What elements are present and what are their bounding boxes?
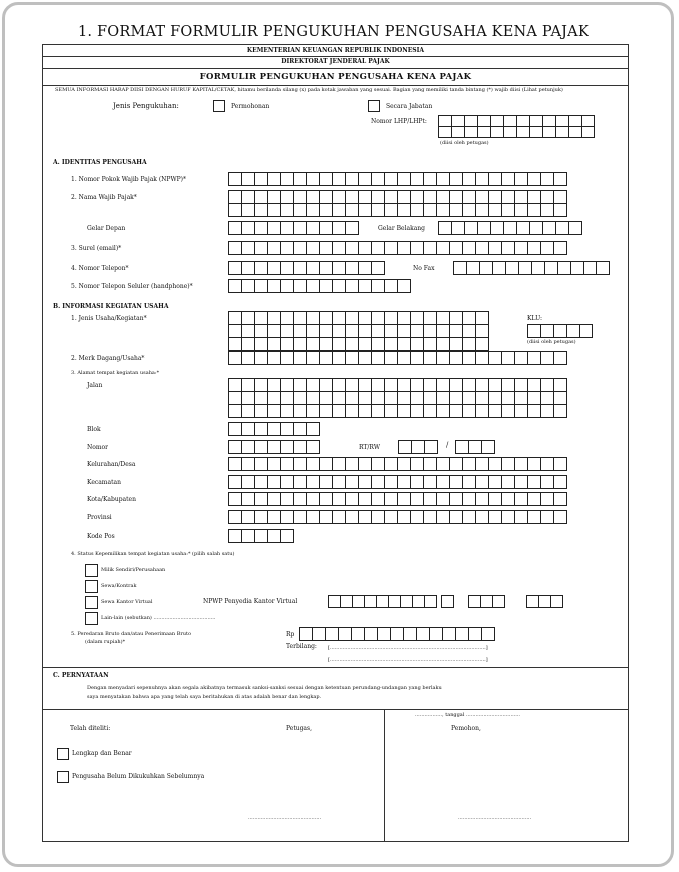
kantor-virtual-checkbox[interactable] — [85, 596, 98, 609]
telepon-label: 4. Nomor Telepon* — [71, 265, 129, 272]
alamat-label: 3. Alamat tempat kegiatan usaha:* — [71, 370, 160, 376]
nomor-lhp-cells-row2[interactable] — [438, 126, 594, 138]
surel-label: 3. Surel (email)* — [71, 245, 122, 252]
telah-diteliti-label: Telah diteliti: — [70, 725, 111, 732]
kelurahan-cells[interactable] — [228, 457, 566, 471]
kelurahan-label: Kelurahan/Desa — [87, 461, 136, 468]
pengusaha-checkbox[interactable] — [57, 771, 69, 783]
seluler-cells[interactable] — [228, 279, 410, 293]
rtrw-label: RT/RW — [359, 444, 380, 451]
npwp-penyedia-cells-a[interactable] — [328, 595, 436, 608]
terbilang-line-2[interactable]: [..................................................................................................] — [328, 657, 488, 663]
jalan-cells-row1[interactable] — [228, 378, 566, 392]
rw-cells[interactable] — [455, 440, 494, 454]
jabatan-checkbox[interactable] — [368, 100, 380, 112]
rt-cells[interactable] — [398, 440, 437, 454]
kodepos-label: Kode Pos — [87, 533, 115, 540]
kota-cells[interactable] — [228, 492, 566, 506]
status-label: 4. Status Kepemilikan tempat kegiatan usaha:* (pilih salah satu) — [71, 551, 235, 557]
klu-note: (diisi oleh petugas) — [527, 339, 576, 345]
klu-cells[interactable] — [527, 324, 592, 338]
jalan-cells-row3[interactable] — [228, 404, 566, 418]
kecamatan-cells[interactable] — [228, 475, 566, 489]
ministry-label: KEMENTERIAN KEUANGAN REPUBLIK INDONESIA — [246, 47, 425, 54]
permohonan-checkbox[interactable] — [213, 100, 225, 112]
pemohon-label: Pemohon, — [451, 725, 481, 732]
tanggal-line[interactable]: ................., tanggal .................................. — [415, 712, 521, 718]
peredaran-label: 5. Peredaran Bruto dan/atau Penerimaan Bruto — [71, 631, 192, 637]
nomor-lhp-label: Nomor LHP/LHPt: — [371, 118, 427, 125]
gelar-depan-label: Gelar Depan — [87, 225, 126, 232]
nama-cells-row1[interactable] — [228, 190, 566, 204]
divider — [43, 667, 628, 668]
nomor-cells[interactable] — [228, 440, 319, 454]
directorate-label: DIREKTORAT JENDERAL PAJAK — [281, 58, 390, 65]
peredaran-label-2: (dalam rupiah)* — [85, 639, 126, 645]
section-b-title: B. INFORMASI KEGIATAN USAHA — [53, 303, 169, 310]
npwp-label: 1. Nomor Pokok Wajib Pajak (NPWP)* — [71, 176, 187, 183]
page-title: 1. FORMAT FORMULIR PENGUKUHAN PENGUSAHA KENA PAJAK — [78, 24, 589, 40]
npwp-penyedia-cells-b[interactable] — [441, 595, 453, 608]
jenis-usaha-cells-row3[interactable] — [228, 337, 488, 351]
lain-label: Lain-lain (sebutkan) ....................................... — [101, 615, 216, 621]
milik-label: Milik Sendiri/Perusahaan — [101, 567, 166, 573]
fax-cells[interactable] — [453, 261, 609, 275]
milik-checkbox[interactable] — [85, 564, 98, 577]
surel-cells[interactable] — [228, 241, 566, 255]
nama-cells-row2[interactable] — [228, 203, 566, 217]
lengkap-checkbox[interactable] — [57, 748, 69, 760]
telepon-cells[interactable] — [228, 261, 384, 275]
divider-vertical — [384, 709, 385, 842]
divider — [43, 68, 628, 69]
blok-label: Blok — [87, 426, 101, 433]
permohonan-label: Permohonan — [231, 103, 270, 110]
petugas-label: Petugas, — [286, 725, 312, 732]
kantor-virtual-label: Sewa Kantor Virtual — [101, 599, 153, 605]
rtrw-slash: / — [446, 441, 449, 449]
jenis-label: Jenis Pengukuhan: — [113, 102, 179, 110]
npwp-penyedia-cells-d[interactable] — [526, 595, 562, 608]
provinsi-label: Provinsi — [87, 514, 112, 521]
section-c-title: C. PERNYATAAN — [53, 672, 109, 679]
blok-cells[interactable] — [228, 422, 319, 436]
pernyataan-text-1: Dengan menyadari sepenuhnya akan segala akibatnya termasuk sanksi-sanksi sesuai dengan ketentuan perundang-undangan yang berlaku — [87, 685, 442, 691]
terbilang-line-1[interactable]: [..................................................................................................] — [328, 645, 488, 651]
jenis-usaha-cells-row2[interactable] — [228, 324, 488, 338]
pernyataan-text-2: saya menyatakan bahwa apa yang telah saya beritahukan di atas adalah benar dan lengkap. — [87, 694, 322, 700]
fax-label: No Fax — [413, 265, 435, 272]
npwp-penyedia-label: NPWP Penyedia Kantor Virtual — [203, 598, 298, 605]
npwp-penyedia-cells-c[interactable] — [468, 595, 504, 608]
provinsi-cells[interactable] — [228, 510, 566, 524]
merk-cells[interactable] — [228, 351, 566, 365]
terbilang-label: Terbilang: — [286, 643, 317, 650]
divider — [43, 85, 628, 86]
kota-label: Kota/Kabupaten — [87, 496, 136, 503]
instructions-text: SEMUA INFORMASI HARAP DIISI DENGAN HURUF KAPITAL/CETAK, hitamu berilanda silang (x) pada kotak jawaban yang sesuai. Bagian yang memiliki tanda bintang (*) wajib diisi (Lihat petunjuk) — [55, 87, 563, 93]
gelar-belakang-cells[interactable] — [438, 221, 581, 235]
form-sheet — [42, 44, 629, 842]
gelar-depan-cells[interactable] — [228, 221, 358, 235]
lain-checkbox[interactable] — [85, 612, 98, 625]
pengusaha-label: Pengusaha Belum Dikukuhkan Sebelumnya — [72, 773, 205, 780]
klu-label: KLU: — [527, 315, 543, 322]
section-a-title: A. IDENTITAS PENGUSAHA — [53, 159, 147, 166]
nomor-label: Nomor — [87, 444, 109, 451]
sewa-checkbox[interactable] — [85, 580, 98, 593]
npwp-cells[interactable] — [228, 172, 566, 186]
merk-label: 2. Merk Dagang/Usaha* — [71, 355, 145, 362]
kecamatan-label: Kecamatan — [87, 479, 121, 486]
divider — [43, 56, 628, 57]
jabatan-label: Secara Jabatan — [386, 103, 433, 110]
jenis-usaha-label: 1. Jenis Usaha/Kegiatan* — [71, 315, 147, 322]
seluler-label: 5. Nomor Telepon Seluler (handphone)* — [71, 283, 193, 290]
peredaran-cells[interactable] — [299, 627, 494, 641]
sewa-label: Sewa/Kontrak — [101, 583, 137, 589]
rp-label: Rp — [286, 631, 295, 638]
divider — [43, 709, 628, 710]
gelar-belakang-label: Gelar Belakang — [378, 225, 425, 232]
jalan-label: Jalan — [87, 382, 103, 389]
lengkap-label: Lengkap dan Benar — [72, 750, 132, 757]
form-title: FORMULIR PENGUKUHAN PENGUSAHA KENA PAJAK — [199, 72, 472, 82]
jenis-usaha-cells-row1[interactable] — [228, 311, 488, 325]
pemohon-signature-line[interactable]: .............................................. — [458, 815, 532, 821]
petugas-signature-line[interactable]: .............................................. — [248, 815, 322, 821]
jalan-cells-row2[interactable] — [228, 391, 566, 405]
nama-label: 2. Nama Wajib Pajak* — [71, 194, 137, 201]
kodepos-cells[interactable] — [228, 529, 293, 543]
lhp-note: (diisi oleh petugas) — [440, 140, 489, 146]
